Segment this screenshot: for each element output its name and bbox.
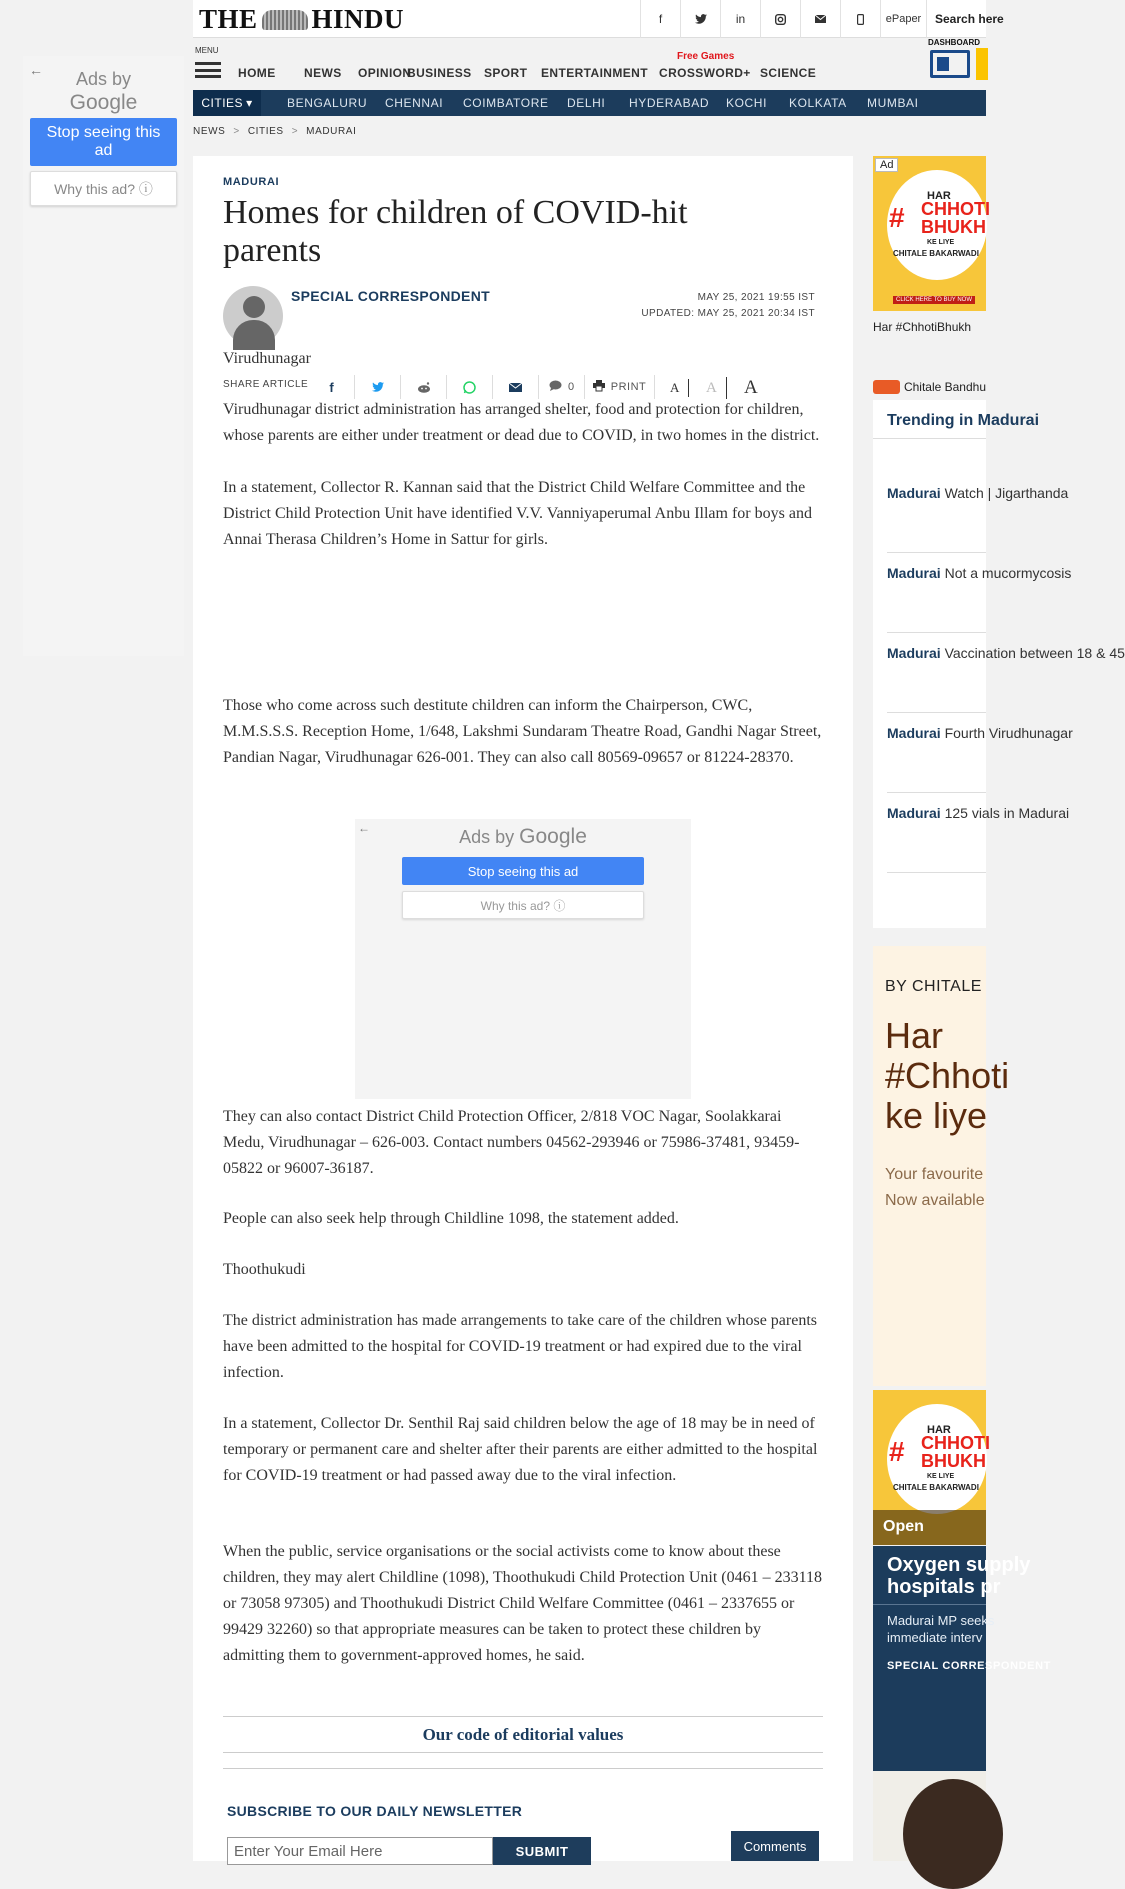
ad-label: Ad xyxy=(875,158,898,172)
article-dates xyxy=(573,290,815,322)
font-size-divider xyxy=(688,379,689,397)
trending-text: Not a mucormycosis xyxy=(944,565,1072,581)
why-this-ad-button[interactable]: Why this ad? ⓘ xyxy=(30,171,177,206)
logo-crest-icon xyxy=(262,10,308,30)
ad-text-chhoti-line: CHHOTI xyxy=(921,1433,990,1453)
article-headline: Homes for children of COVID-hit parents xyxy=(223,194,688,269)
nav-business[interactable]: BUSINESS xyxy=(407,66,472,80)
nav-sport[interactable]: SPORT xyxy=(484,66,528,80)
sponsor-name: Chitale Bandhu xyxy=(903,380,986,394)
paragraph: People can also seek help through Childline 1098, the statement added. xyxy=(223,1210,679,1227)
paragraph: When the public, service organisations or the social activists come to know about these children, they may alert Childline (1098), Thoothukudi Child Protection Unit (0461 – 233118 or 73058 97305) and Thoothukudi District Child Welfare Committee (0461 – 2337655 or 99429 32260) so that appropriate measures can be taken to protect these children by admitting them to government-approved homes, he said. xyxy=(223,1543,823,1664)
logo-text-the: THE xyxy=(199,4,258,34)
facebook-icon[interactable]: f xyxy=(640,0,680,38)
publish-date: MAY 25, 2021 19:55 IST xyxy=(697,292,815,303)
ads-by-text: Ads by xyxy=(459,827,515,847)
left-ad xyxy=(23,56,184,656)
font-size-medium-button[interactable]: A xyxy=(706,379,717,396)
city-chennai[interactable]: CHENNAI xyxy=(385,96,444,110)
trending-item[interactable] xyxy=(887,564,1072,583)
breadcrumb-madurai[interactable]: MADURAI xyxy=(306,126,357,137)
divider xyxy=(887,792,986,793)
logo-text-hindu: HINDU xyxy=(311,4,405,34)
site-logo[interactable] xyxy=(199,4,404,35)
article-panel xyxy=(193,156,853,1861)
sponsor-label: BY CHITALE xyxy=(885,978,982,995)
paragraph: Virudhunagar xyxy=(223,350,311,367)
trending-panel xyxy=(873,400,1125,928)
sponsored-text xyxy=(885,1162,985,1214)
ad-text-har: HAR xyxy=(927,190,951,202)
ad-text-har: HAR xyxy=(927,1424,951,1436)
divider xyxy=(887,872,986,873)
related-news-author: SPECIAL CORRESPONDENT xyxy=(887,1660,1051,1672)
author-avatar xyxy=(223,286,283,346)
trending-tag: Madurai xyxy=(887,645,941,661)
ads-by-google-label xyxy=(23,68,184,114)
why-this-ad-button[interactable]: Why this ad? ⓘ xyxy=(402,891,644,919)
breadcrumb xyxy=(193,126,356,137)
related-news-photo xyxy=(873,1771,986,1861)
divider xyxy=(873,438,986,439)
sponsored-panel[interactable] xyxy=(873,946,1010,1386)
sponsored-text-line: Now available xyxy=(885,1192,985,1209)
breadcrumb-news[interactable]: NEWS xyxy=(193,126,226,137)
city-coimbatore[interactable]: COIMBATORE xyxy=(463,96,549,110)
comments-button[interactable]: Comments xyxy=(731,1831,819,1861)
dashboard-accent xyxy=(976,48,988,80)
trending-title: Trending in Madurai xyxy=(887,412,1040,429)
sponsored-text-line: Your favourite xyxy=(885,1166,984,1183)
paragraph: Virudhunagar district administration has arranged shelter, food and protection for children, whose parents are either under treatment or dead due to COVID, in two homes in the district. xyxy=(223,401,820,444)
cities-button-label: CITIES xyxy=(201,96,244,110)
related-news-summary xyxy=(887,1612,994,1646)
nav-home[interactable]: HOME xyxy=(238,66,276,80)
share-facebook-icon[interactable]: f xyxy=(309,375,355,399)
font-size-divider xyxy=(726,377,727,399)
ads-by-google-label xyxy=(355,825,691,849)
dashboard-icon xyxy=(930,50,970,78)
paragraph: Thoothukudi xyxy=(223,1261,306,1278)
newsletter-submit-button[interactable]: SUBMIT xyxy=(493,1837,591,1865)
trending-text: Vaccination between 18 & 45 xyxy=(944,645,1125,661)
city-delhi[interactable]: DELHI xyxy=(567,96,606,110)
search-input[interactable]: Search here xyxy=(926,0,986,38)
divider xyxy=(223,1768,823,1769)
author-name[interactable]: SPECIAL CORRESPONDENT xyxy=(291,288,490,304)
sponsor-line[interactable] xyxy=(873,380,986,394)
sponsor-logo-icon xyxy=(873,380,900,394)
paragraph: Those who come across such destitute children can inform the Chairperson, CWC, M.M.S.S.S. Reception Home, 1/648, Lakshmi Sundaram Theatre Road, Gandhi Nagar Street, Pandian Nagar, Virudhunagar 626-001. They can also call 80569-09657 or 81224-28370. xyxy=(223,697,822,766)
back-arrow-icon[interactable]: ← xyxy=(358,821,370,835)
nav-crossword[interactable]: CROSSWORD+ xyxy=(659,66,751,80)
article-kicker[interactable]: MADURAI xyxy=(223,176,280,188)
divider xyxy=(873,1604,986,1605)
back-arrow-icon[interactable]: ← xyxy=(29,62,43,78)
ad-text-brand: CHITALE BAKARWADI xyxy=(893,1483,979,1492)
paragraph: In a statement, Collector R. Kannan said that the District Child Welfare Committee and the District Child Protection Unit have identified V.V. Vanniyaperumal Anbu Illam for boys and Annai Therasa Children’s Home in Sattur for girls. xyxy=(223,479,812,548)
trending-tag: Madurai xyxy=(887,805,941,821)
nav-news[interactable]: NEWS xyxy=(304,66,342,80)
top-bar xyxy=(193,0,1004,38)
ad-text-chhoti-line: CHHOTI xyxy=(921,199,990,219)
sponsored-headline-line: ke liye xyxy=(885,1095,988,1136)
twitter-icon[interactable] xyxy=(680,0,720,38)
linkedin-icon[interactable]: in xyxy=(720,0,760,38)
font-size-large-button[interactable]: A xyxy=(744,377,758,398)
ad-text-chhoti xyxy=(921,200,990,236)
stop-seeing-ad-button[interactable]: Stop seeing this ad xyxy=(402,857,644,885)
comment-icon xyxy=(549,380,562,394)
related-news-title-line: hospitals pr xyxy=(887,1576,1001,1598)
trending-item[interactable] xyxy=(887,724,1073,743)
city-hyderabad[interactable]: HYDERABAD xyxy=(629,96,710,110)
share-twitter-icon[interactable] xyxy=(355,375,401,399)
paragraph: In a statement, Collector Dr. Senthil Raj said children below the age of 18 may be in need of temporary or permanent care and shelter after their parents are either admitted to the hospital for COVID-19 treatment or had passed away due to the viral infection. xyxy=(223,1415,818,1484)
ads-by-text: Ads by xyxy=(75,69,132,89)
newsletter-email-input[interactable]: Enter Your Email Here xyxy=(227,1837,493,1865)
share-email-icon[interactable] xyxy=(493,375,539,399)
related-news-summary-line: immediate interv xyxy=(887,1630,983,1645)
ad-hash: # xyxy=(889,202,905,233)
trending-item[interactable] xyxy=(887,644,1125,663)
menu-label: MENU xyxy=(195,46,219,55)
ad-text-ke-liye: KE LIYE xyxy=(927,1473,955,1480)
breadcrumb-cities[interactable]: CITIES xyxy=(247,126,284,137)
mobile-app-icon[interactable] xyxy=(840,0,880,38)
city-kochi[interactable]: KOCHI xyxy=(726,96,768,110)
instagram-icon[interactable] xyxy=(760,0,800,38)
main-nav xyxy=(193,38,986,90)
divider xyxy=(887,552,986,553)
nav-opinion[interactable]: OPINION xyxy=(358,66,412,80)
print-icon xyxy=(593,380,605,394)
share-reddit-icon[interactable] xyxy=(401,375,447,399)
right-ad-banner-2[interactable] xyxy=(873,1390,990,1545)
trending-item[interactable] xyxy=(887,484,1069,503)
paragraph: They can also contact District Child Protection Officer, 2/818 VOC Nagar, Soolakkarai Medu, Virudhunagar – 626-003. Contact numbers 04562-293946 or 75986-37481, 93459-05822 or 96007-36187. xyxy=(223,1108,800,1177)
google-text: Google xyxy=(519,825,587,848)
city-mumbai[interactable]: MUMBAI xyxy=(867,96,919,110)
comments-count[interactable] xyxy=(539,375,585,399)
ad-text-ke-liye: KE LIYE xyxy=(927,239,955,246)
editorial-values-link[interactable]: Our code of editorial values xyxy=(223,1716,823,1753)
updated-date: UPDATED: MAY 25, 2021 20:34 IST xyxy=(641,308,815,319)
trending-text: Watch | Jigarthanda xyxy=(944,485,1069,501)
trending-text: Fourth Virudhunagar xyxy=(944,725,1073,741)
ad-open-button[interactable]: Open xyxy=(883,1518,924,1535)
ad-hash: # xyxy=(889,1436,905,1467)
ad-text-bhukh-line: BHUKH xyxy=(921,1451,986,1471)
google-text: Google xyxy=(69,91,138,114)
free-games-link[interactable]: Free Games xyxy=(677,51,735,62)
city-bengaluru[interactable]: BENGALURU xyxy=(287,96,368,110)
breadcrumb-separator: > xyxy=(233,126,240,137)
dashboard-button[interactable] xyxy=(928,38,986,90)
cities-dropdown-button[interactable] xyxy=(193,90,261,116)
cities-bar xyxy=(193,90,986,116)
print-label: PRINT xyxy=(610,381,647,393)
ad-caption[interactable]: Har #ChhotiBhukh xyxy=(873,320,972,334)
share-label: SHARE ARTICLE xyxy=(223,379,309,390)
right-ad-banner[interactable] xyxy=(873,156,990,311)
trending-tag: Madurai xyxy=(887,725,941,741)
nav-science[interactable]: SCIENCE xyxy=(760,66,817,80)
paragraph: The district administration has made arrangements to take care of the children whose parents have been admitted to the hospital for COVID-19 treatment or had expired due to the viral infection. xyxy=(223,1312,818,1381)
divider xyxy=(887,632,986,633)
newsletter-title: SUBSCRIBE TO OUR DAILY NEWSLETTER xyxy=(227,1803,523,1819)
nav-entertainment[interactable]: ENTERTAINMENT xyxy=(541,66,648,80)
related-news-summary-line: Madurai MP seeks xyxy=(887,1613,995,1628)
breadcrumb-separator: > xyxy=(291,126,299,137)
caret-down-icon: ▾ xyxy=(246,96,253,110)
hamburger-menu-icon[interactable] xyxy=(195,62,221,78)
stop-seeing-ad-button[interactable]: Stop seeing this ad xyxy=(30,118,177,166)
trending-text: 125 vials in Madurai xyxy=(944,805,1070,821)
related-news-title xyxy=(887,1554,1030,1598)
dashboard-label: DASHBOARD xyxy=(928,38,980,47)
inline-ad xyxy=(355,819,691,1099)
divider xyxy=(887,712,986,713)
mail-icon[interactable] xyxy=(800,0,840,38)
sponsored-headline-line: #Chhoti xyxy=(885,1055,1010,1096)
ad-cta[interactable]: CLICK HERE TO BUY NOW xyxy=(893,296,975,304)
related-news-title-line: Oxygen supply xyxy=(887,1554,1031,1576)
trending-item[interactable] xyxy=(887,804,1070,823)
trending-tag: Madurai xyxy=(887,485,941,501)
ad-text-chhoti xyxy=(921,1434,990,1470)
comment-count-value: 0 xyxy=(567,381,575,393)
sponsored-headline xyxy=(885,1016,1009,1136)
font-size-small-button[interactable]: A xyxy=(670,380,680,395)
ad-text-brand: CHITALE BAKARWADI xyxy=(893,249,979,258)
city-kolkata[interactable]: KOLKATA xyxy=(789,96,847,110)
share-whatsapp-icon[interactable] xyxy=(447,375,493,399)
related-news-card[interactable] xyxy=(873,1546,1051,1861)
trending-tag: Madurai xyxy=(887,565,941,581)
epaper-link[interactable]: ePaper xyxy=(880,0,926,38)
sponsored-headline-line: Har xyxy=(885,1015,944,1056)
print-button[interactable] xyxy=(585,375,655,399)
ad-text-bhukh-line: BHUKH xyxy=(921,217,986,237)
person-photo xyxy=(903,1779,1003,1889)
